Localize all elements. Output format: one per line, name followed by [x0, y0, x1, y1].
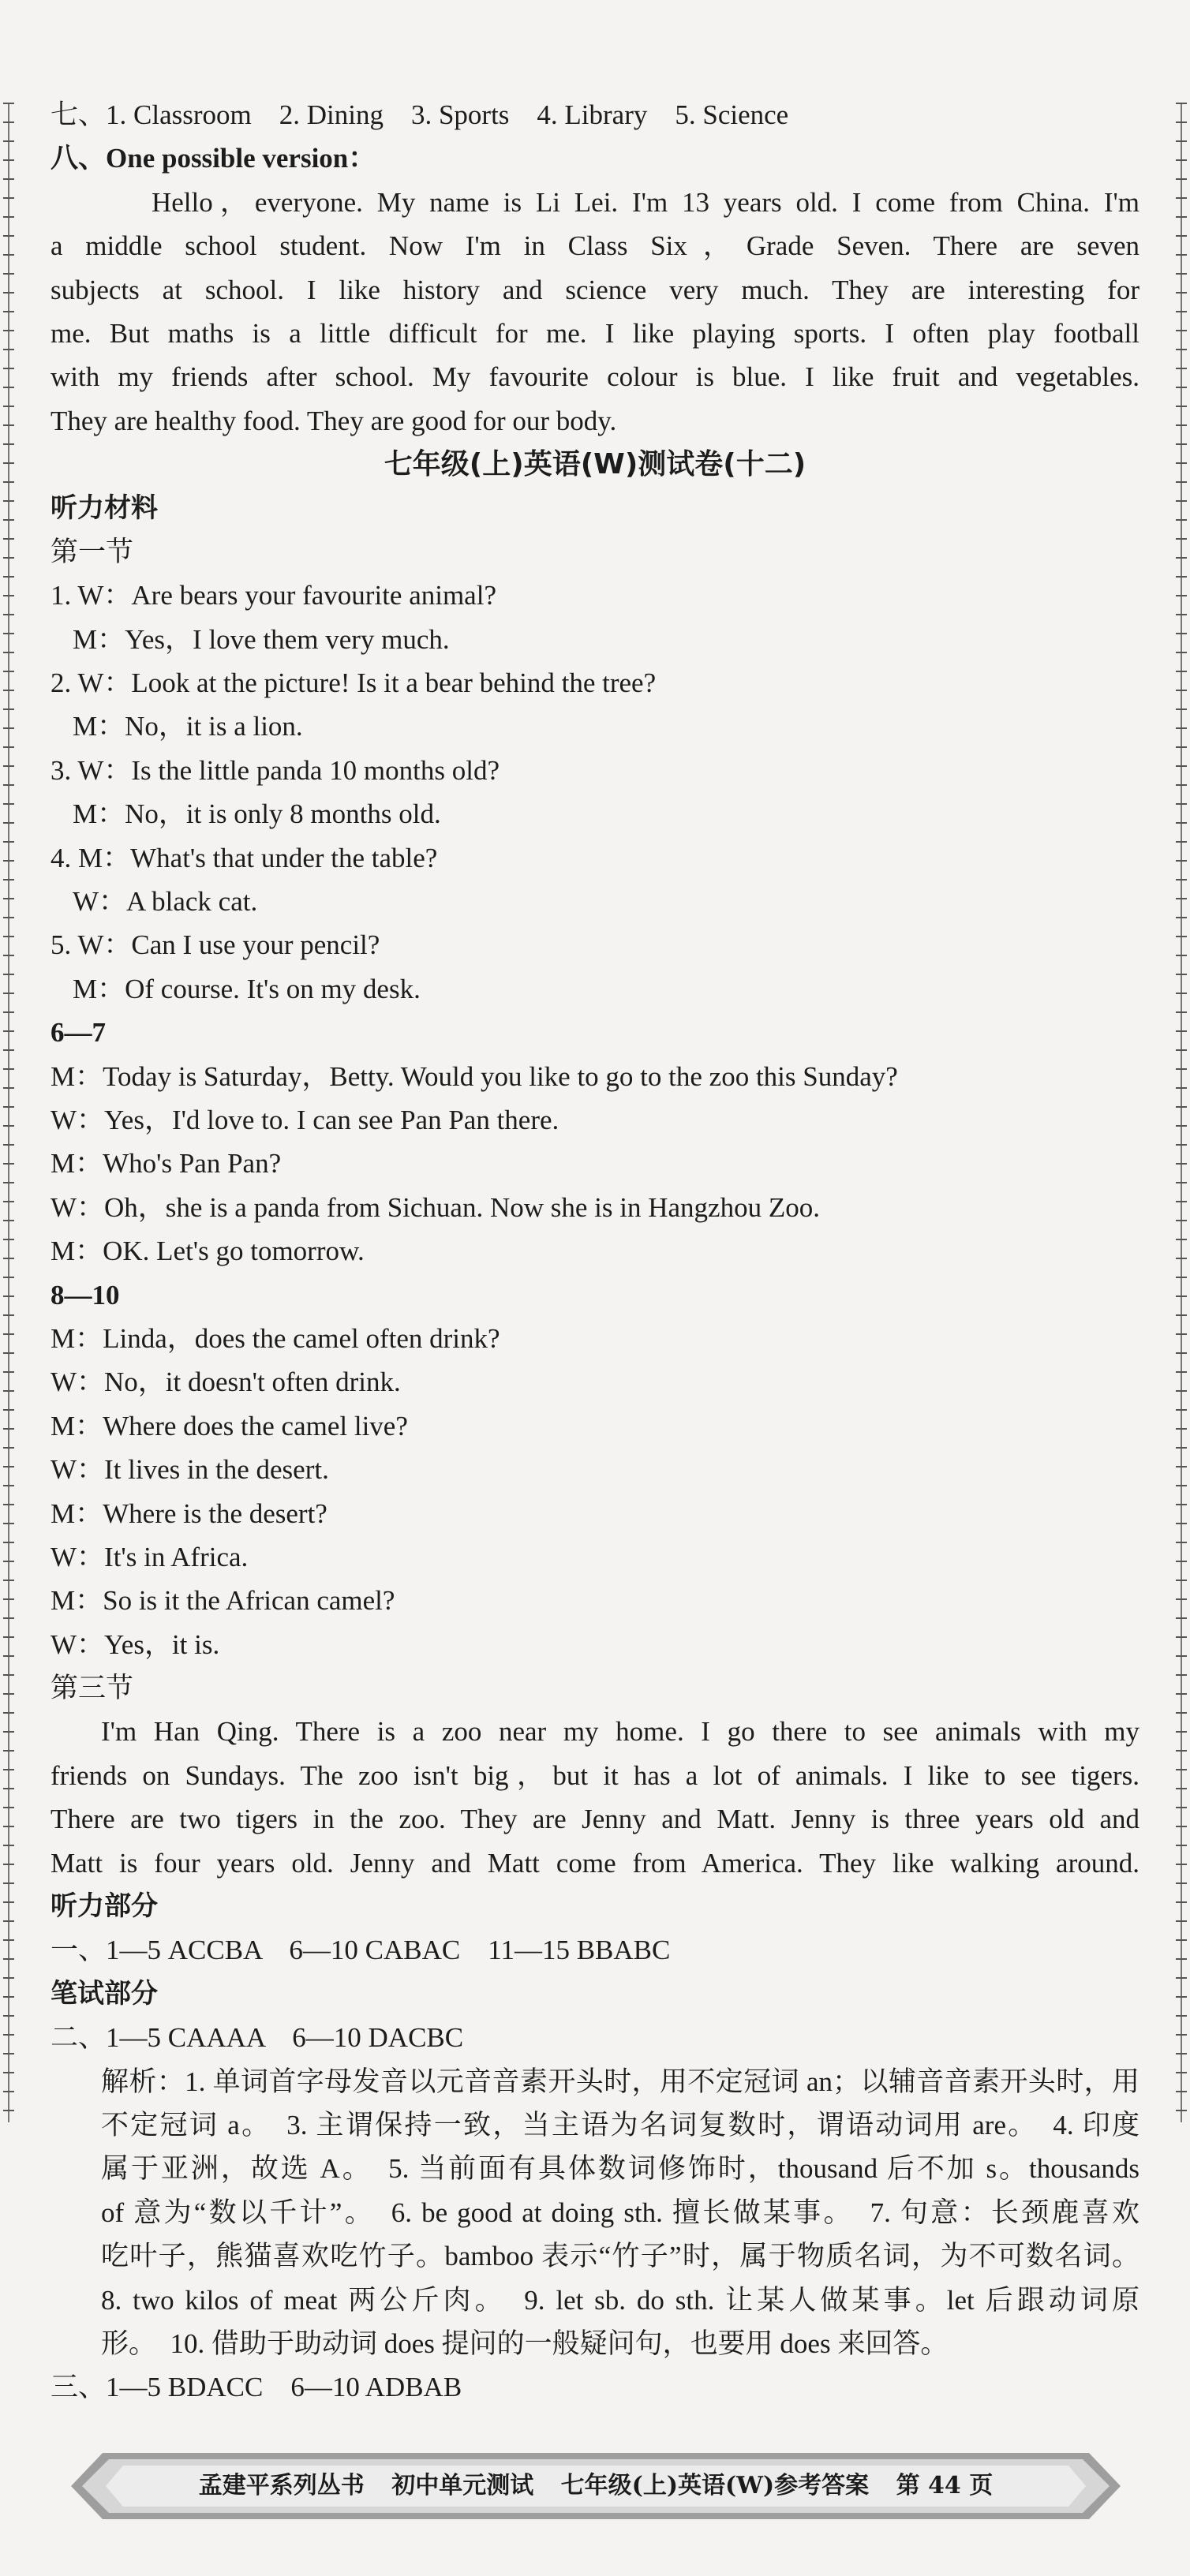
margin-tick: [3, 178, 14, 180]
margin-tick: [3, 1958, 14, 1960]
margin-tick: [1176, 500, 1187, 502]
dialog-line: W：It's in Africa.: [51, 1541, 249, 1572]
margin-tick: [1176, 235, 1187, 237]
margin-tick: [3, 349, 14, 350]
margin-tick: [1176, 254, 1187, 256]
page-footer-banner: [71, 2448, 1121, 2524]
margin-tick: [3, 1390, 14, 1392]
margin-tick: [1176, 1201, 1187, 1202]
margin-tick: [1176, 1655, 1187, 1657]
margin-tick: [1176, 671, 1187, 672]
margin-tick: [1176, 1977, 1187, 1979]
margin-tick: [3, 1447, 14, 1449]
margin-tick: [1176, 481, 1187, 483]
right-margin-rule: [1176, 103, 1187, 2122]
footer-series: 孟建平系列丛书: [198, 2472, 365, 2499]
margin-tick: [1176, 311, 1187, 312]
margin-tick: [1176, 993, 1187, 994]
margin-tick: [1176, 1901, 1187, 1903]
explanation-line: 属于亚洲，故选 A。 5. 当前面有具体数词修饰时，thousand 后不加 s。thousands: [101, 2153, 1139, 2185]
explanation: [51, 2060, 1139, 2366]
margin-tick: [3, 1598, 14, 1600]
dialog-line: 4. M：What's that under the table?: [51, 842, 438, 873]
dialog-6-7: [51, 1055, 1139, 1273]
margin-tick: [1176, 216, 1187, 218]
margin-tick: [1176, 1693, 1187, 1695]
margin-tick: [3, 1428, 14, 1430]
margin-tick: [3, 1693, 14, 1695]
margin-tick: [3, 311, 14, 312]
margin-tick: [1176, 330, 1187, 331]
margin-tick: [3, 254, 14, 256]
margin-tick: [3, 1882, 14, 1884]
margin-tick: [1176, 1409, 1187, 1411]
dialog-line: 1. W：Are bears your favourite animal?: [51, 580, 496, 611]
margin-tick: [1176, 1371, 1187, 1373]
margin-tick: [3, 1314, 14, 1316]
margin-tick: [3, 1977, 14, 1979]
margin-tick: [3, 1504, 14, 1505]
margin-tick: [3, 1011, 14, 1013]
margin-tick: [1176, 159, 1187, 161]
margin-tick: [1176, 1712, 1187, 1714]
margin-tick: [1176, 936, 1187, 937]
dialog-line: 5. W：Can I use your pencil?: [51, 929, 380, 961]
margin-tick: [1176, 178, 1187, 180]
dialog-line: W：Yes，I'd love to. I can see Pan Pan there.: [51, 1104, 559, 1135]
margin-tick: [3, 2034, 14, 2036]
margin-tick: [1176, 1750, 1187, 1752]
margin-tick: [3, 2072, 14, 2073]
essay-line: me. But maths is a little difficult for me. I like playing sports. I often play football: [51, 317, 1139, 349]
part-1-heading: 第一节: [51, 536, 134, 567]
margin-tick: [1176, 803, 1187, 805]
model-essay: [51, 181, 1139, 443]
dialog-line: M：OK. Let's go tomorrow.: [51, 1236, 365, 1267]
dialog-line: W：Yes，it is.: [51, 1628, 220, 1660]
margin-tick: [3, 1068, 14, 1070]
margin-tick: [1176, 140, 1187, 142]
margin-tick: [3, 519, 14, 521]
margin-tick: [1176, 349, 1187, 350]
margin-tick: [1176, 614, 1187, 615]
margin-tick: [3, 500, 14, 502]
margin-tick: [1176, 1049, 1187, 1051]
margin-tick: [3, 1201, 14, 1202]
dialog-line: W：A black cat.: [73, 886, 258, 918]
margin-tick: [3, 1409, 14, 1411]
margin-tick: [3, 2091, 14, 2092]
margin-tick: [3, 1144, 14, 1146]
dialog-line: M：So is it the African camel?: [51, 1585, 395, 1617]
margin-tick: [3, 1920, 14, 1922]
explanation-line: 解析：1. 单词首字母发音以元音音素开头时，用不定冠词 an；以辅音音素开头时，用: [101, 2066, 1139, 2097]
answer-section-8-heading: 八、One possible version：: [51, 143, 376, 174]
margin-tick: [3, 708, 14, 710]
margin-tick: [3, 1352, 14, 1354]
margin-tick: [1176, 1864, 1187, 1865]
margin-tick: [1176, 443, 1187, 445]
explanation-line: 吃叶子，熊猫喜欢吃竹子。bamboo 表示“竹子”时，属于物质名词，为不可数名词。: [101, 2241, 1139, 2272]
margin-tick: [3, 690, 14, 691]
margin-tick: [3, 273, 14, 275]
margin-tick: [3, 1277, 14, 1278]
margin-tick: [3, 841, 14, 843]
margin-tick: [3, 1239, 14, 1240]
margin-tick: [3, 443, 14, 445]
margin-tick: [3, 1750, 14, 1752]
margin-tick: [3, 122, 14, 123]
margin-tick: [3, 1163, 14, 1165]
margin-tick: [1176, 2015, 1187, 2017]
margin-tick: [1176, 1087, 1187, 1089]
essay-line: Hello，everyone. My name is Li Lei. I'm 13 years old. I come from China. I'm: [152, 186, 1139, 218]
dialog-line: W：No，it doesn't often drink.: [51, 1367, 401, 1398]
listening-material-heading: 听力材料: [51, 492, 158, 524]
margin-tick: [1176, 292, 1187, 293]
margin-tick: [1176, 1958, 1187, 1960]
dialog-8-10: [51, 1317, 1139, 1666]
margin-tick: [3, 1636, 14, 1638]
margin-tick: [3, 822, 14, 824]
dialog-line: M：Who's Pan Pan?: [51, 1148, 282, 1180]
margin-tick: [1176, 576, 1187, 578]
margin-tick: [1176, 519, 1187, 521]
margin-tick: [1176, 406, 1187, 407]
margin-tick: [1176, 1011, 1187, 1013]
margin-tick: [1176, 1845, 1187, 1846]
answers-section-1: 一、1—5 ACCBA 6—10 CABAC 11—15 BBABC: [51, 1935, 671, 1966]
writing-part-heading: 笔试部分: [51, 1977, 158, 2010]
dialog-line: M：Yes，I love them very much.: [73, 623, 450, 655]
margin-tick: [1176, 1504, 1187, 1505]
margin-tick: [1176, 690, 1187, 691]
short-dialogs: [51, 574, 1139, 1011]
margin-tick: [1176, 1939, 1187, 1941]
margin-tick: [1176, 1996, 1187, 1998]
margin-tick: [1176, 2034, 1187, 2036]
margin-tick: [3, 936, 14, 937]
margin-tick: [1176, 557, 1187, 559]
margin-tick: [1176, 1352, 1187, 1354]
margin-tick: [3, 1731, 14, 1733]
margin-tick: [3, 1049, 14, 1051]
margin-tick: [3, 1485, 14, 1486]
margin-tick: [1176, 1333, 1187, 1335]
margin-tick: [1176, 122, 1187, 123]
margin-tick: [3, 1258, 14, 1259]
margin-tick: [3, 803, 14, 805]
dialog-line: M：Linda，does the camel often drink?: [51, 1322, 500, 1354]
margin-tick: [1176, 424, 1187, 426]
margin-tick: [1176, 103, 1187, 104]
margin-tick: [1176, 1239, 1187, 1240]
margin-tick: [3, 727, 14, 729]
dialog-line: M：Today is Saturday，Betty. Would you like to go to the zoo this Sunday?: [51, 1060, 898, 1092]
margin-tick: [1176, 898, 1187, 899]
margin-tick: [3, 1466, 14, 1467]
margin-tick: [1176, 2053, 1187, 2054]
margin-tick: [3, 1901, 14, 1903]
margin-tick: [3, 159, 14, 161]
margin-tick: [3, 974, 14, 975]
margin-tick: [1176, 1731, 1187, 1733]
margin-tick: [3, 1580, 14, 1581]
margin-tick: [3, 576, 14, 578]
explanation-line: 不定冠词 a。 3. 主谓保持一致，当主语为名词复数时，谓语动词用 are。 4. 印度: [101, 2109, 1139, 2140]
margin-tick: [1176, 2110, 1187, 2111]
passage-line: I'm Han Qing. There is a zoo near my home. I go there to see animals with my: [101, 1716, 1139, 1748]
margin-tick: [3, 633, 14, 634]
margin-tick: [3, 424, 14, 426]
margin-tick: [3, 1371, 14, 1373]
margin-tick: [3, 765, 14, 767]
essay-line: with my friends after school. My favourite colour is blue. I like fruit and vegetables.: [51, 361, 1139, 393]
margin-tick: [1176, 822, 1187, 824]
margin-tick: [3, 1996, 14, 1998]
margin-tick: [3, 2053, 14, 2054]
margin-tick: [1176, 1163, 1187, 1165]
margin-tick: [3, 746, 14, 748]
margin-tick: [3, 898, 14, 899]
margin-tick: [3, 1712, 14, 1714]
group-8-10-heading: 8—10: [51, 1279, 120, 1310]
margin-tick: [1176, 633, 1187, 634]
dialog-line: W：It lives in the desert.: [51, 1454, 329, 1486]
listening-part-heading: 听力部分: [51, 1890, 158, 1923]
margin-tick: [3, 1295, 14, 1297]
margin-tick: [3, 1674, 14, 1676]
dialog-line: 2. W：Look at the picture! Is it a bear behind the tree?: [51, 667, 657, 699]
dialog-line: M：Of course. It's on my desk.: [73, 973, 421, 1004]
dialog-line: M：Where is the desert?: [51, 1497, 327, 1529]
margin-tick: [3, 652, 14, 653]
margin-tick: [3, 955, 14, 956]
margin-tick: [3, 235, 14, 237]
answer-section-7: 七、1. Classroom 2. Dining 3. Sports 4. Library 5. Science: [51, 99, 789, 130]
margin-tick: [3, 1807, 14, 1808]
passage-line: friends on Sundays. The zoo isn't big，but it has a lot of animals. I like to see tigers.: [51, 1759, 1139, 1791]
margin-tick: [1176, 1807, 1187, 1808]
dialog-line: M：No，it is only 8 months old.: [73, 798, 441, 830]
margin-tick: [1176, 1542, 1187, 1543]
margin-tick: [3, 557, 14, 559]
margin-tick: [1176, 1220, 1187, 1221]
margin-tick: [3, 1030, 14, 1032]
margin-tick: [1176, 1920, 1187, 1922]
part-3-heading: 第三节: [51, 1673, 134, 1704]
margin-tick: [1176, 746, 1187, 748]
page-content: [51, 93, 1139, 2410]
explanation-line: of 意为“数以千计”。 6. be good at doing sth. 擅长做某事。 7. 句意：长颈鹿喜欢: [101, 2197, 1139, 2228]
dialog-line: 3. W：Is the little panda 10 months old?: [51, 754, 500, 786]
margin-tick: [1176, 1523, 1187, 1524]
margin-tick: [3, 481, 14, 483]
margin-tick: [3, 216, 14, 218]
margin-tick: [1176, 1030, 1187, 1032]
margin-tick: [1176, 879, 1187, 880]
margin-tick: [1176, 841, 1187, 843]
passage-line: There are two tigers in the zoo. They are Jenny and Matt. Jenny is three years old and: [51, 1804, 1139, 1835]
margin-tick: [1176, 765, 1187, 767]
margin-tick: [3, 1864, 14, 1865]
margin-tick: [1176, 784, 1187, 786]
margin-tick: [1176, 1580, 1187, 1581]
margin-tick: [1176, 652, 1187, 653]
margin-tick: [1176, 197, 1187, 199]
margin-tick: [3, 1106, 14, 1108]
margin-tick: [3, 1826, 14, 1827]
margin-tick: [1176, 1598, 1187, 1600]
margin-tick: [1176, 595, 1187, 596]
explanation-line: 形。 10. 借助于助动词 does 提问的一般疑问句，也要用 does 来回答。: [101, 2327, 949, 2359]
margin-tick: [3, 784, 14, 786]
margin-tick: [1176, 1106, 1187, 1108]
margin-tick: [3, 879, 14, 880]
margin-tick: [1176, 1636, 1187, 1638]
footer-subject: 七年级(上)英语(W)参考答案: [560, 2472, 870, 2499]
listening-passage: [51, 1710, 1139, 1885]
margin-tick: [3, 1087, 14, 1089]
explanation-line: 8. two kilos of meat 两公斤肉。 9. let sb. do sth. 让某人做某事。let 后跟动词原: [101, 2284, 1139, 2316]
footer-page-number: 第 44 页: [896, 2472, 994, 2499]
dialog-line: M：Where does the camel live?: [51, 1410, 408, 1441]
margin-tick: [3, 2015, 14, 2017]
left-margin-rule: [3, 103, 14, 2122]
margin-tick: [1176, 1617, 1187, 1619]
margin-tick: [3, 1617, 14, 1619]
margin-tick: [1176, 387, 1187, 388]
margin-tick: [1176, 708, 1187, 710]
essay-line: They are healthy food. They are good for our body.: [51, 405, 617, 436]
margin-tick: [1176, 1390, 1187, 1392]
margin-tick: [1176, 974, 1187, 975]
margin-tick: [1176, 1125, 1187, 1127]
margin-tick: [3, 1788, 14, 1789]
margin-tick: [1176, 1428, 1187, 1430]
margin-tick: [3, 595, 14, 596]
margin-tick: [1176, 1561, 1187, 1562]
margin-tick: [3, 860, 14, 862]
margin-tick: [3, 1125, 14, 1127]
essay-line: a middle school student. Now I'm in Class Six，Grade Seven. There are seven: [51, 230, 1139, 262]
margin-tick: [3, 671, 14, 672]
margin-tick: [1176, 1466, 1187, 1467]
margin-tick: [3, 140, 14, 142]
margin-tick: [1176, 955, 1187, 956]
margin-tick: [1176, 462, 1187, 464]
margin-tick: [3, 538, 14, 540]
margin-tick: [1176, 1295, 1187, 1297]
margin-tick: [1176, 1788, 1187, 1789]
margin-tick: [1176, 1882, 1187, 1884]
margin-tick: [3, 197, 14, 199]
margin-tick: [3, 368, 14, 369]
margin-tick: [1176, 1826, 1187, 1827]
answers-section-3: 三、1—5 BDACC 6—10 ADBAB: [51, 2372, 462, 2403]
margin-tick: [3, 614, 14, 615]
margin-tick: [3, 1523, 14, 1524]
footer-book: 初中单元测试: [391, 2472, 534, 2499]
margin-tick: [3, 406, 14, 407]
margin-tick: [1176, 1144, 1187, 1146]
margin-tick: [1176, 1277, 1187, 1278]
margin-tick: [1176, 917, 1187, 918]
margin-tick: [3, 1542, 14, 1543]
margin-tick: [3, 1561, 14, 1562]
margin-tick: [1176, 1314, 1187, 1316]
margin-tick: [1176, 368, 1187, 369]
margin-tick: [3, 2110, 14, 2111]
margin-tick: [3, 292, 14, 293]
margin-tick: [1176, 1447, 1187, 1449]
margin-tick: [3, 917, 14, 918]
essay-line: subjects at school. I like history and science very much. They are interesting for: [51, 274, 1139, 305]
margin-tick: [3, 462, 14, 464]
margin-tick: [3, 1769, 14, 1770]
margin-tick: [1176, 1182, 1187, 1183]
margin-tick: [1176, 2072, 1187, 2073]
dialog-line: M：No，it is a lion.: [73, 711, 303, 742]
margin-tick: [3, 387, 14, 388]
margin-tick: [3, 993, 14, 994]
margin-tick: [3, 1655, 14, 1657]
margin-tick: [1176, 2091, 1187, 2092]
margin-tick: [1176, 1068, 1187, 1070]
margin-tick: [1176, 727, 1187, 729]
dialog-line: W：Oh，she is a panda from Sichuan. Now she is in Hangzhou Zoo.: [51, 1191, 820, 1223]
margin-tick: [3, 1182, 14, 1183]
margin-tick: [3, 1845, 14, 1846]
passage-line: Matt is four years old. Jenny and Matt come from America. They like walking around.: [51, 1847, 1139, 1879]
group-6-7-heading: 6—7: [51, 1017, 106, 1049]
margin-tick: [1176, 1485, 1187, 1486]
margin-tick: [1176, 1258, 1187, 1259]
margin-tick: [3, 1333, 14, 1335]
margin-tick: [1176, 273, 1187, 275]
margin-tick: [3, 1939, 14, 1941]
margin-tick: [3, 103, 14, 104]
margin-tick: [1176, 860, 1187, 862]
test-title: 七年级(上)英语(W)测试卷(十二): [384, 448, 806, 481]
margin-tick: [1176, 538, 1187, 540]
margin-tick: [1176, 1674, 1187, 1676]
margin-tick: [1176, 1769, 1187, 1770]
margin-tick: [3, 1220, 14, 1221]
answers-section-2: 二、1—5 CAAAA 6—10 DACBC: [51, 2022, 464, 2054]
margin-tick: [3, 330, 14, 331]
